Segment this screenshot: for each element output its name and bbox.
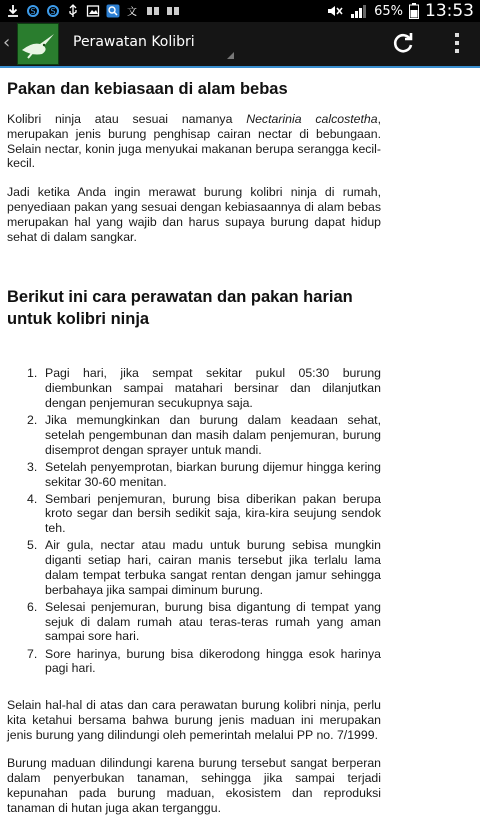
download-icon	[6, 4, 20, 18]
hummingbird-logo-icon	[18, 24, 58, 64]
list-item-text: Jika memungkinkan dan burung dalam keadaan sehat, setelah pengembunan dan masih dalam penjemuran, burung disemprot dengan sprayer untuk mandi.	[45, 413, 381, 457]
article-content	[7, 78, 381, 816]
action-bar	[0, 22, 480, 66]
clock: 13:53	[425, 1, 474, 21]
search-badge-icon	[106, 4, 120, 18]
list-item-number: 4.	[27, 491, 38, 506]
system-status	[326, 0, 474, 22]
app-logo[interactable]	[17, 23, 59, 65]
list-item	[7, 413, 381, 457]
storage-icon-2	[166, 4, 180, 18]
list-item-text: Selesai penjemuran, burung bisa digantung di tempat yang sejuk di dalam rumah atau teras-teras rumah yang aman sampai sore hari.	[45, 599, 381, 644]
list-item	[7, 460, 381, 490]
list-item-text: Air gula, nectar atau madu untuk burung sebisa mungkin diganti setiap hari, cairan manis tersebut jika terlalu lama dalam tempat terbuka sangat rentan dengan jamur sehingga berbahaya jika sampai diminum burung.	[45, 538, 381, 597]
care-steps-list	[7, 366, 381, 676]
list-item	[7, 647, 381, 677]
battery-icon	[409, 3, 419, 19]
signal-icon	[350, 3, 368, 19]
paragraph-intro-text-b: , merupakan jenis burung penghisap cairan nectar di bebungaan. Selain nectar, konin juga menyukai makanan berupa serangga kecil-kecil.	[7, 112, 381, 171]
list-item-number: 5.	[27, 538, 38, 553]
refresh-icon[interactable]	[391, 31, 415, 55]
title-dropdown-icon[interactable]	[227, 52, 234, 59]
list-item-number: 2.	[27, 413, 38, 428]
species-name: Nectarinia calcostetha	[246, 112, 378, 126]
list-item-text: Setelah penyemprotan, biarkan burung dijemur hingga kering sekitar 30-60 menitan.	[45, 459, 381, 489]
section-heading-food: Pakan dan kebiasaan di alam bebas	[7, 80, 288, 98]
sync-icon-2	[46, 4, 60, 18]
list-item-number: 7.	[27, 646, 38, 661]
paragraph-intro	[7, 112, 381, 171]
screen-title[interactable]: Perawatan Kolibri	[73, 34, 195, 50]
svg-text:S: S	[50, 7, 56, 16]
list-item	[7, 492, 381, 536]
paragraph-protected: Selain hal-hal di atas dan cara perawatan burung kolibri ninja, perlu kita ketahui bersama bahwa burung jenis maduan ini merupakan jenis burung yang dilindungi oleh pemerintah melalui PP no. 7/1999.	[7, 698, 381, 742]
storage-icon	[146, 4, 160, 18]
action-bar-divider	[0, 66, 480, 68]
svg-text:文: 文	[127, 7, 137, 18]
status-bar	[0, 0, 480, 22]
list-item	[7, 366, 381, 410]
image-icon	[86, 4, 100, 18]
battery-percent: 65%	[374, 3, 403, 19]
list-item	[7, 538, 381, 597]
sync-icon	[26, 4, 40, 18]
back-chevron-icon[interactable]: ‹	[3, 32, 11, 53]
paragraph-pollination: Burung maduan dilindungi karena burung tersebut sangat berperan dalam penyerbukan tanaman, sehingga jika sampai terjadi kepunahan pada burung maduan, ekosistem dan reproduksi tanaman di hutan juga akan terganggu.	[7, 756, 381, 815]
list-item-number: 1.	[27, 366, 38, 381]
paragraph-care: Jadi ketika Anda ingin merawat burung kolibri ninja di rumah, penyediaan pakan yang sesuai dengan kebiasaannya di alam bebas merupakan hal yang wajib dan harus supaya burung dapat hidup sehat di dalam sangkar.	[7, 185, 381, 244]
list-item	[7, 600, 381, 644]
section-heading-routine: Berikut ini cara perawatan dan pakan harian untuk kolibri ninja	[7, 288, 353, 329]
svg-text:S: S	[30, 7, 36, 16]
list-item-text: Sore harinya, burung bisa dikerodong hingga esok harinya pagi hari.	[45, 646, 381, 676]
paragraph-intro-text-a: Kolibri ninja atau sesuai namanya	[7, 112, 247, 126]
list-item-text: Sembari penjemuran, burung bisa diberikan pakan berupa kroto segar dan bersih sedikit saja, kira-kira seujung sendok teh.	[45, 491, 381, 536]
list-item-number: 6.	[27, 599, 38, 614]
notification-icons	[6, 2, 180, 20]
list-item-number: 3.	[27, 459, 38, 474]
translate-icon	[126, 4, 140, 18]
overflow-menu-icon[interactable]	[445, 31, 469, 55]
usb-icon	[66, 4, 80, 18]
list-item-text: Pagi hari, jika sempat sekitar pukul 05:30 burung diembunkan sampai matahari bersinar dan dilanjutkan dengan penjemuran secukupnya saja.	[45, 366, 381, 410]
mute-icon	[326, 3, 344, 19]
